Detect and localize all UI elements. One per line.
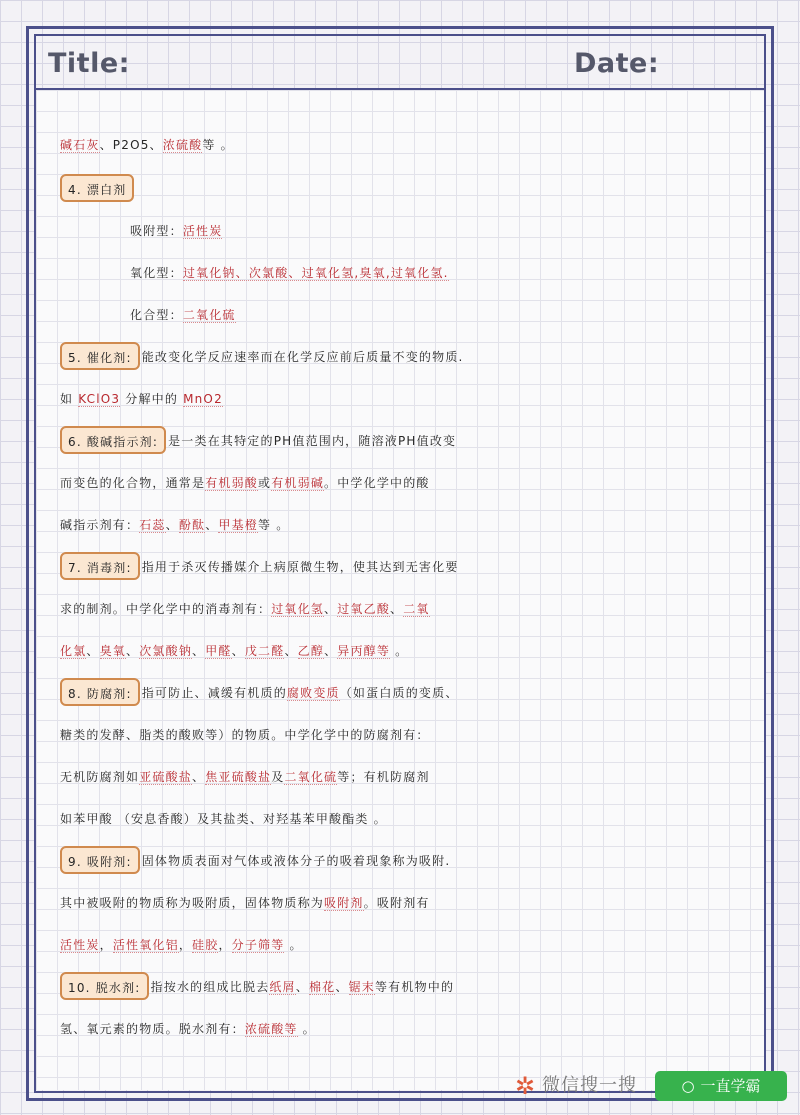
section-7-heading: 7. 消毒剂: 指用于杀灭传播媒介上病原微生物，使其达到无害化要: [60, 551, 780, 583]
section-tag: 9. 吸附剂:: [60, 846, 140, 874]
text-line: 无机防腐剂如亚硫酸盐、焦亚硫酸盐及二氧化硫等；有机防腐剂: [60, 770, 430, 784]
flower-icon: ✲: [514, 1072, 536, 1100]
section-tag: 4. 漂白剂: [60, 174, 134, 202]
text-line: 其中被吸附的物质称为吸附质，固体物质称为吸附剂。吸附剂有: [60, 896, 430, 910]
section-tag: 7. 消毒剂:: [60, 552, 140, 580]
section-9-heading: 9. 吸附剂: 固体物质表面对气体或液体分子的吸着现象称为吸附.: [60, 845, 780, 877]
text-line: 如苯甲酸 （安息香酸）及其盐类、对羟基苯甲酸酯类 。: [60, 812, 387, 826]
search-icon: ○: [681, 1077, 695, 1095]
section-6-heading: 6. 酸碱指示剂: 是一类在其特定的PH值范围内，随溶液PH值改变: [60, 425, 780, 457]
text-line: 氢、氧元素的物质。脱水剂有：浓硫酸等 。: [60, 1022, 316, 1036]
title-label: Title:: [48, 48, 130, 79]
text-line: 如 KClO3 分解中的 MnO2: [60, 392, 223, 406]
section-4-heading: [60, 173, 780, 205]
text-line: 化合型：二氧化硫: [130, 308, 236, 322]
text-line: 碱指示剂有：石蕊、酚酞、甲基橙等 。: [60, 518, 290, 532]
section-5-heading: 5. 催化剂: 能改变化学反应速率而在化学反应前后质量不变的物质.: [60, 341, 780, 373]
account-search-button[interactable]: ○ 一直学霸: [655, 1071, 787, 1101]
wechat-search-text: 微信搜一搜: [542, 1075, 637, 1096]
text-line: 活性炭，活性氧化铝，硅胶，分子筛等 。: [60, 938, 303, 952]
section-tag: 10. 脱水剂:: [60, 972, 149, 1000]
text-line: 糖类的发酵、脂类的酸败等）的物质。中学化学中的防腐剂有：: [60, 728, 430, 742]
text-line: 氧化型：过氧化钠、次氯酸、过氧化氢,臭氧,过氧化氢.: [130, 266, 449, 280]
section-10-heading: 10. 脱水剂: 指按水的组成比脱去纸屑、棉花、锯末等有机物中的: [60, 971, 780, 1003]
section-tag: 5. 催化剂:: [60, 342, 140, 370]
section-tag: 6. 酸碱指示剂:: [60, 426, 166, 454]
text-line: 化氯、臭氧、次氯酸钠、甲醛、戊二醛、乙醇、异丙醇等 。: [60, 644, 409, 658]
text-line: 而变色的化合物，通常是有机弱酸或有机弱碱。中学化学中的酸: [60, 476, 430, 490]
page-header: [36, 36, 764, 90]
section-8-heading: 8. 防腐剂: 指可防止、减缓有机质的腐败变质（如蛋白质的变质、: [60, 677, 780, 709]
date-label: Date:: [574, 48, 660, 79]
text-line: 吸附型：活性炭: [130, 224, 223, 238]
section-tag: 8. 防腐剂:: [60, 678, 140, 706]
text-line: 碱石灰、P2O5、浓硫酸等 。: [60, 138, 234, 152]
text-line: 求的制剂。中学化学中的消毒剂有：过氧化氢、过氧乙酸、二氧: [60, 602, 430, 616]
